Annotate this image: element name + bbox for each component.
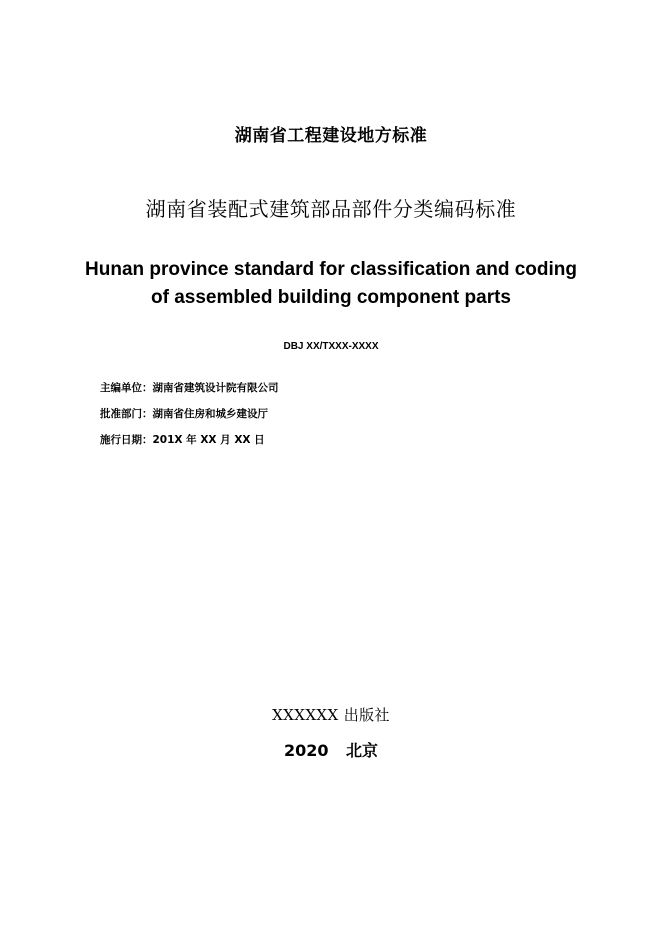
year-and-place — [0, 738, 662, 761]
standard-code: DBJ XX/TXXX-XXXX — [283, 341, 379, 352]
chinese-title: 湖南省装配式建筑部品部件分类编码标准 — [145, 197, 517, 221]
series-title: 湖南省工程建设地方标准 — [234, 126, 428, 146]
publication-year: 2020 — [283, 741, 329, 760]
approval-department: 批准部门：湖南省住房和城乡建设厅 — [100, 408, 268, 420]
publisher: XXXXXX 出版社 — [272, 706, 390, 724]
chief-editor-unit: 主编单位：湖南省建筑设计院有限公司 — [100, 382, 279, 394]
english-title — [0, 256, 662, 312]
implementation-date: 施行日期：201X 年 XX 月 XX 日 — [100, 434, 265, 446]
english-title-line-2: of assembled building component parts — [151, 287, 511, 308]
english-title-line-1: Hunan province standard for classification and coding — [85, 259, 577, 280]
publication-place: 北京 — [346, 741, 379, 760]
